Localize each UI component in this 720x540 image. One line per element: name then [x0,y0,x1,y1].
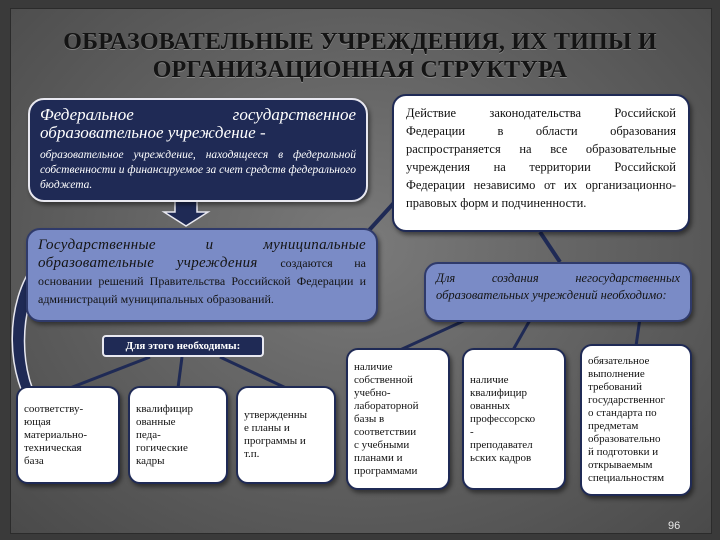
page-number: 96 [668,520,681,532]
connector-nonstate-1 [400,318,470,350]
requirement-text: обязательное выполнение требований государственног о стандарта по предметам образовательно й подготовки и открываемым специальностям [588,355,666,484]
connector-need-1 [70,357,150,388]
nonstate-box [424,262,692,322]
requirement-box-approved-plans [236,386,336,484]
connector-law-nonstate [540,232,560,262]
state-municipal-box [26,228,378,322]
state-municipal-rest: создаются на основании решений Правительства Российской Федерации и администраций муниципальных образований. [38,256,366,306]
federal-heading: Федеральное государственное образовательное учреждение - [40,105,356,142]
law-box [392,94,690,232]
slide-title: ОБРАЗОВАТЕЛЬНЫЕ УЧРЕЖДЕНИЯ, ИХ ТИПЫ И ОРГАНИЗАЦИОННАЯ СТРУКТУРА [63,29,657,83]
law-text: Действие законодательства Российской Федерации в области образования распространяется на все образовательные учреждения на территории Российской Федерации независимо от их организационно-правовых форм и подчиненности. [406,106,676,210]
state-municipal-heading: Государственные и муниципальные образовательные учреждения [38,237,366,271]
connector-nonstate-2 [513,320,530,350]
requirement-text: наличие собственной учебно- лабораторной базы в соответствии с учебными планами и программами [354,360,419,477]
requirement-box-own-lab-base [346,348,450,490]
requirement-text: квалифицир ованные педа- гогические кадры [136,402,194,467]
requirement-text: утвержденны е планы и программы и т.п. [244,409,308,460]
requirement-box-qualified-staff [128,386,228,484]
down-arrow-icon [164,200,208,226]
connector-need-2 [178,357,182,388]
need-label: Для этого необходимы: [102,335,264,357]
federal-definition: образовательное учреждение, находящееся в федеральной собственности и финансируемое за счет средств федерального бюджета. [40,149,356,191]
connector-need-3 [220,357,286,388]
nonstate-text: Для создания негосударственных образовательных учреждений необходимо: [436,271,680,302]
requirement-box-material-base [16,386,120,484]
connector-nonstate-3 [636,318,640,346]
requirement-box-state-standard [580,344,692,496]
federal-institution-box [28,98,368,202]
requirement-box-teaching-staff [462,348,566,490]
requirement-text: наличие квалифицир ованных профессорско - преподавател ьских кадров [470,373,536,464]
requirement-text: соответству- ющая материально- техническая база [24,402,88,467]
